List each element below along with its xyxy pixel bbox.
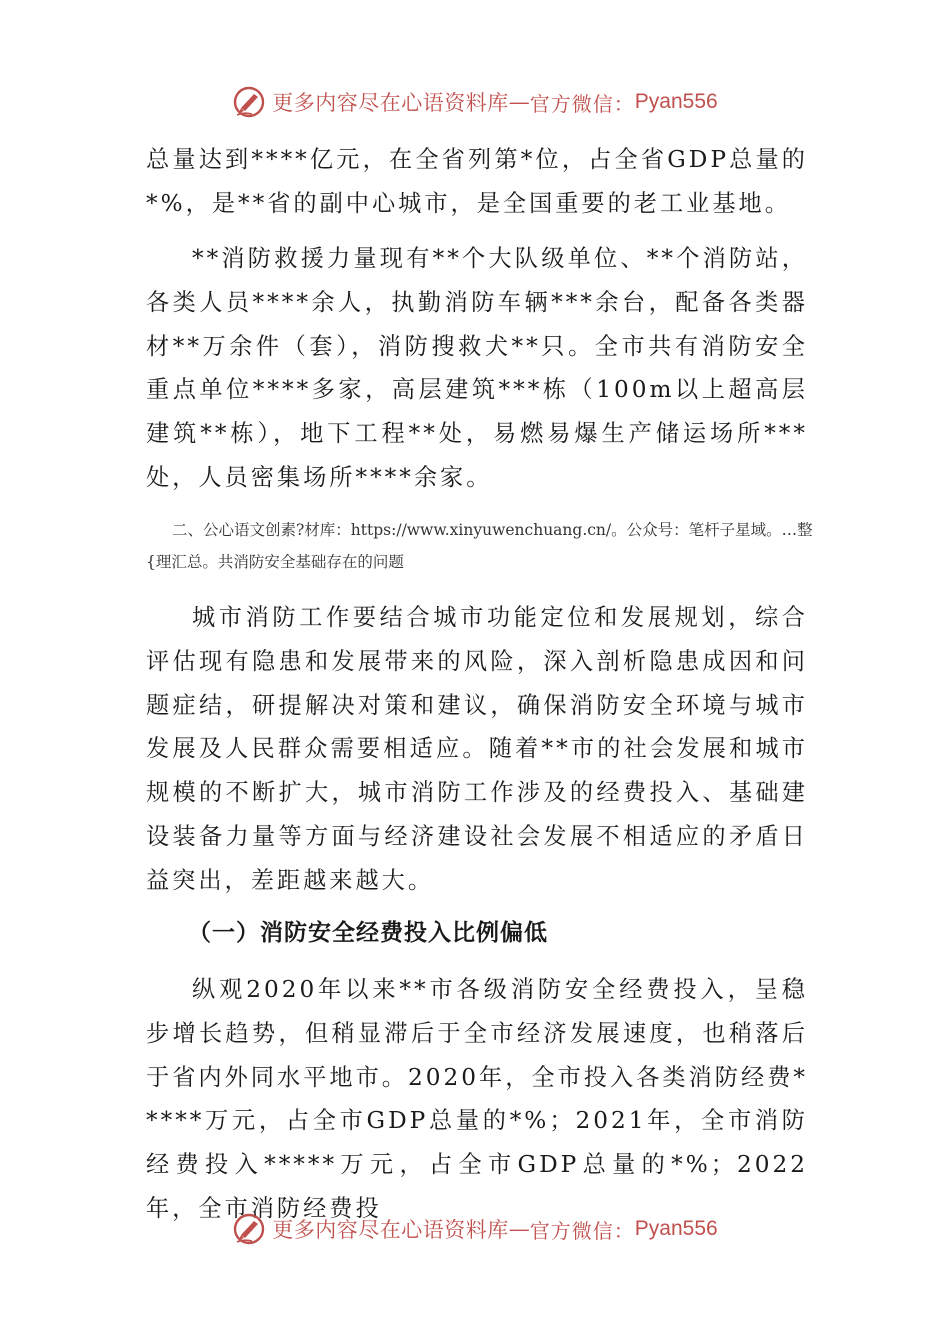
footer-watermark-banner xyxy=(0,1207,950,1251)
paragraph-fire-rescue-force: **消防救援力量现有**个大队级单位、**个消防站，各类人员****余人，执勤消防车辆***余台，配备各类器材**万余件（套），消防搜救犬**只。全市共有消防安全重点单位****多家，高层建筑***栋（100m以上超高层建筑**栋），地下工程**处，易燃易爆生产储运场所***处，人员密集场所****余家。 xyxy=(146,245,808,491)
section-heading-funding: （一）消防安全经费投入比例偏低 xyxy=(188,920,548,946)
paragraph-urban-fire-work: 城市消防工作要结合城市功能定位和发展规划，综合评估现有隐患和发展带来的风险，深入剖析隐患成因和问题症结，研提解决对策和建议，确保消防安全环境与城市发展及人民群众需要相适应。随着**市的社会发展和城市规模的不断扩大，城市消防工作涉及的经费投入、基础建设装备力量等方面与经济建设社会发展不相适应的矛盾日益突出，差距越来越大。 xyxy=(146,604,808,894)
source-note-line: 二、公心语文创素?材库：https://www.xinyuwenchuang.cn/。公众号：笔杆子星域。…整{理汇总。共消防安全基础存在的问题 xyxy=(146,521,813,571)
banner-separator: — xyxy=(508,1217,530,1241)
banner-wechat-handle: Pyan556 xyxy=(634,90,718,113)
banner-separator: — xyxy=(508,90,530,114)
paragraph-funding-trend: 纵观2020年以来**市各级消防安全经费投入，呈稳步增长趋势，但稍显滞后于全市经济发展速度，也稍落后于省内外同水平地市。2020年，全市投入各类消防经费*****万元，占全市GDP总量的*%；2021年，全市消防经费投入*****万元，占全市GDP总量的*%；2022年，全市消防经费投 xyxy=(146,976,808,1222)
banner-wechat-label: 官方微信： xyxy=(529,1218,635,1243)
banner-brand-text: 更多内容尽在心语资料库 xyxy=(272,91,509,115)
pen-logo-icon xyxy=(232,1212,266,1246)
paragraph-city-economy: 总量达到****亿元，在全省列第*位，占全省GDP总量的*%，是**省的副中心城市，是全国重要的老工业基地。 xyxy=(146,146,808,217)
banner-wechat-handle: Pyan556 xyxy=(634,1217,718,1240)
banner-wechat-label: 官方微信： xyxy=(529,91,635,116)
pen-logo-icon xyxy=(232,85,266,119)
header-watermark-banner xyxy=(0,80,950,124)
banner-brand-text: 更多内容尽在心语资料库 xyxy=(272,1218,509,1242)
